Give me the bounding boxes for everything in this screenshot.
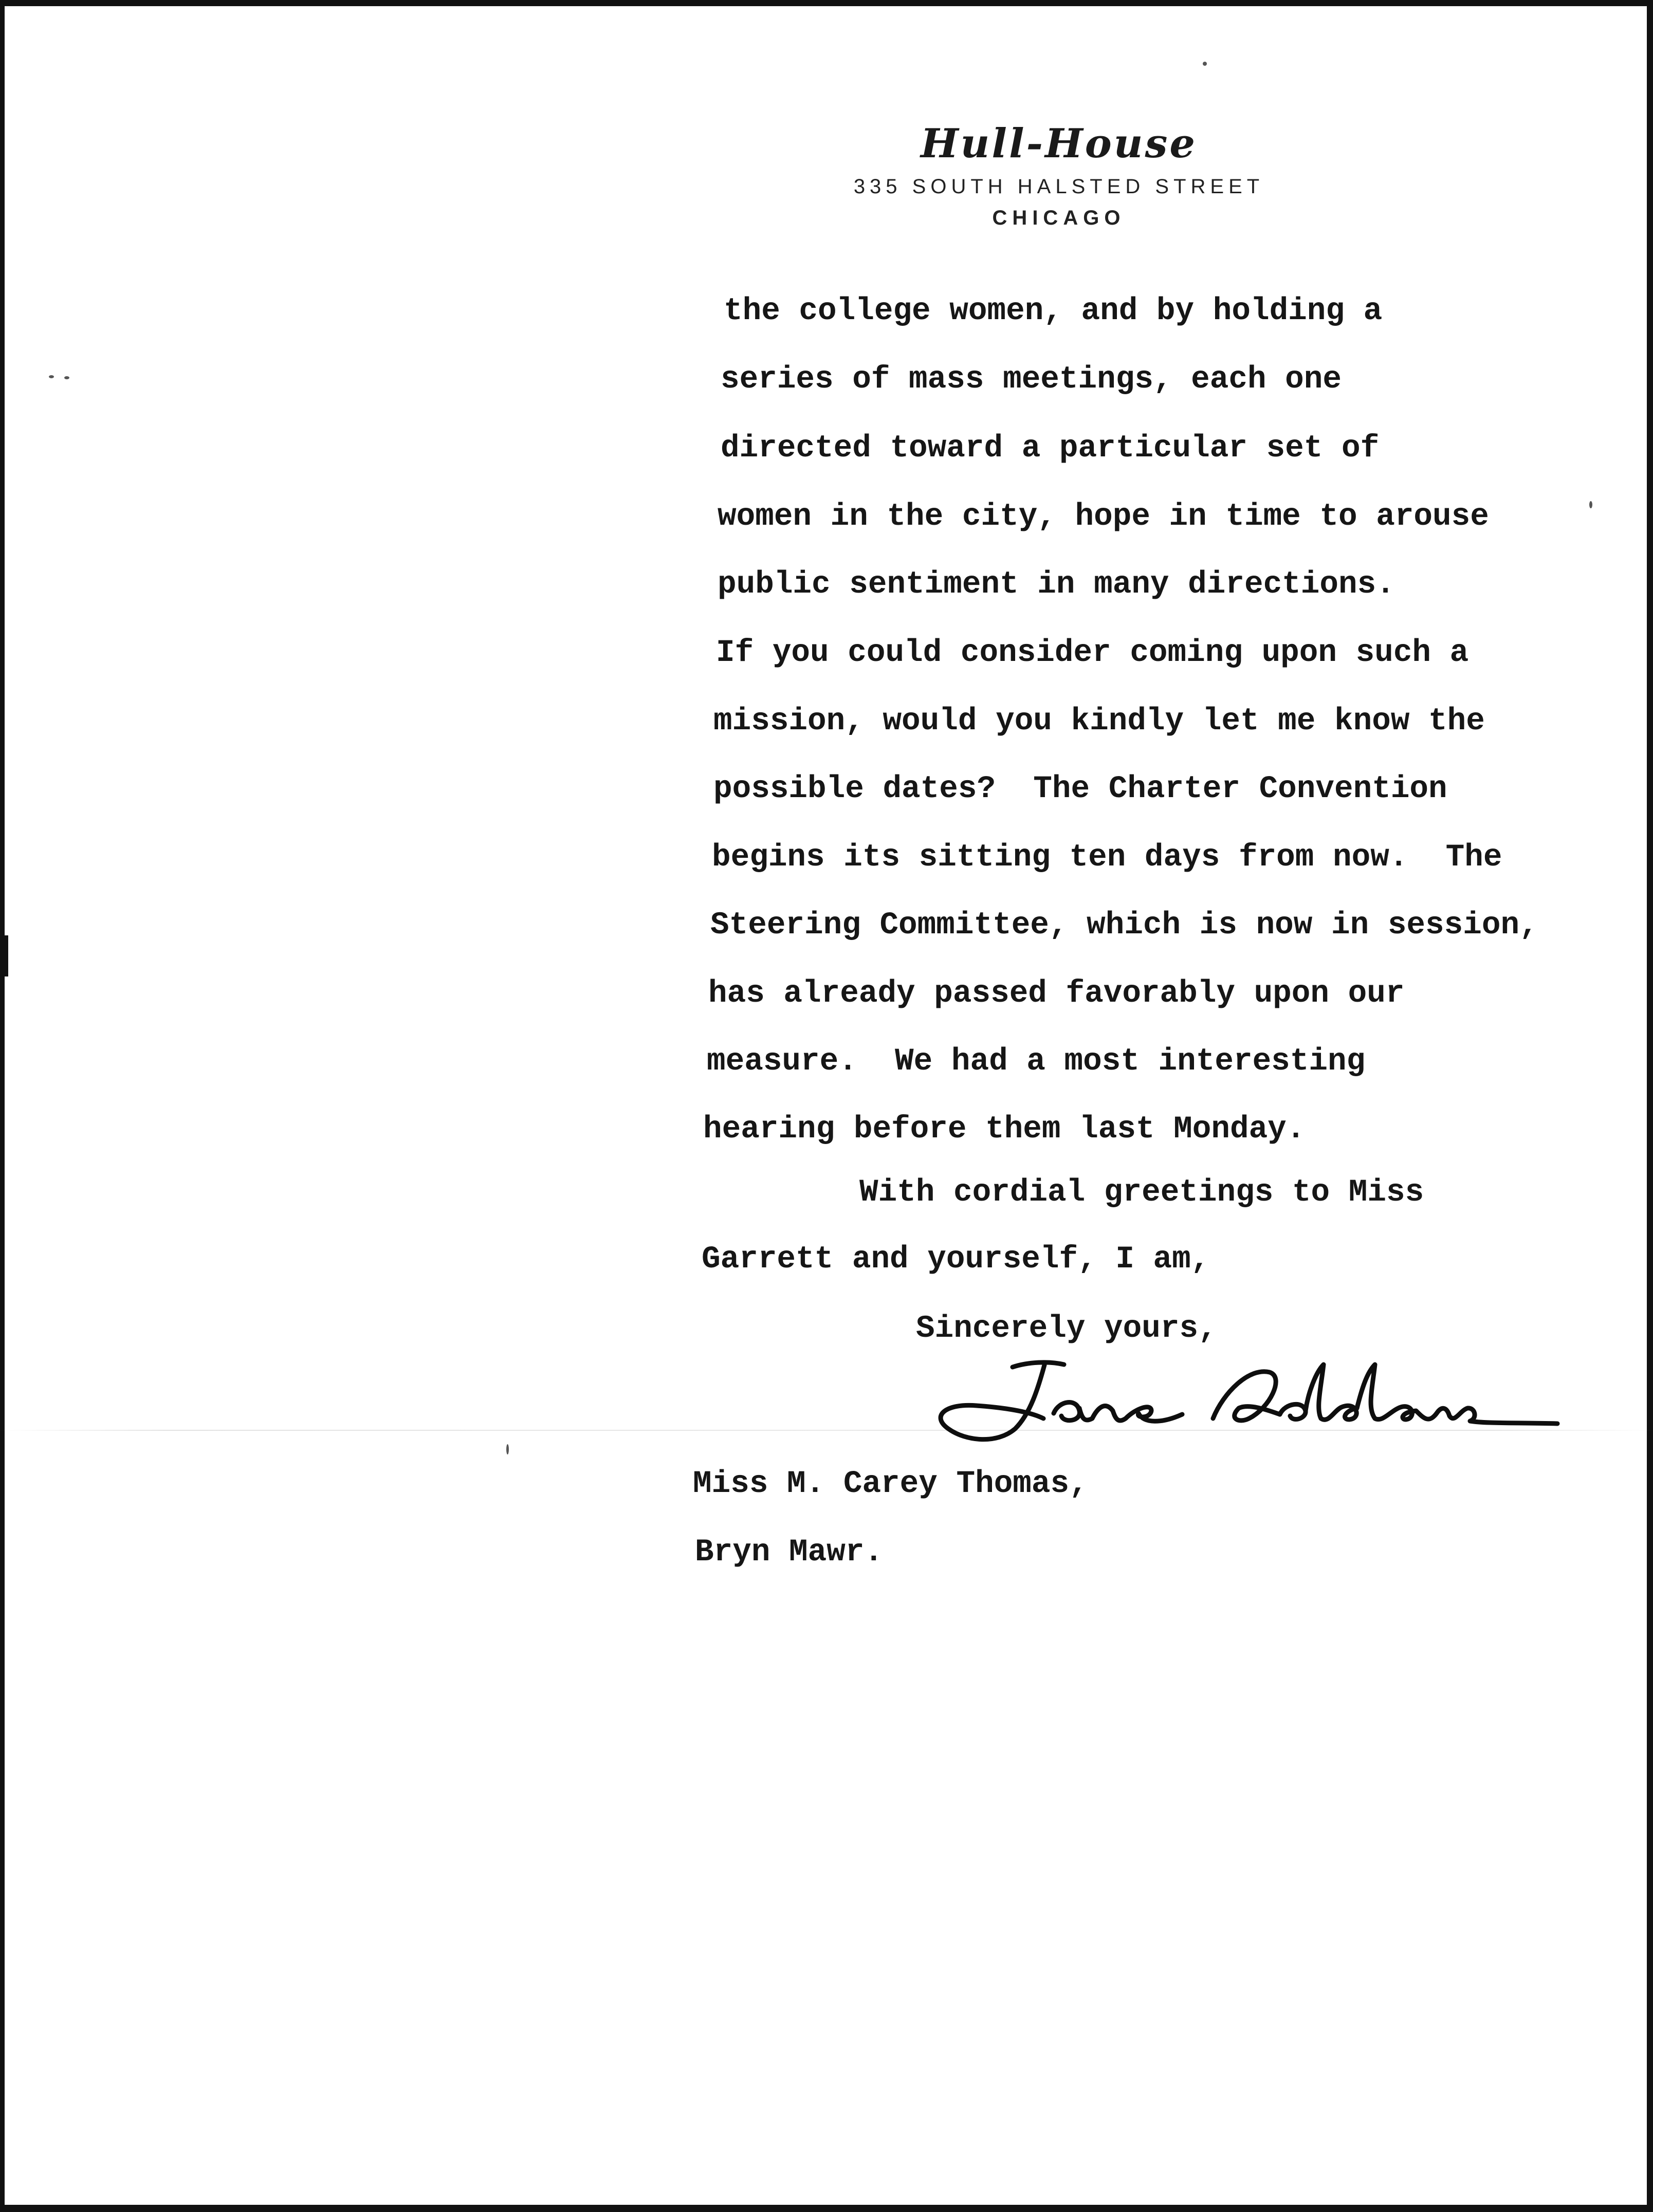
body-line: public sentiment in many directions. bbox=[718, 567, 1395, 602]
letterhead bbox=[802, 121, 1316, 230]
closing-greeting-line2: Garrett and yourself, I am, bbox=[702, 1242, 1210, 1277]
handwritten-signature bbox=[910, 1347, 1568, 1449]
recipient-name: Miss M. Carey Thomas, bbox=[693, 1466, 1088, 1502]
body-line: If you could consider coming upon such a bbox=[716, 635, 1469, 671]
body-line: series of mass meetings, each one bbox=[721, 362, 1342, 397]
scan-edge-left bbox=[0, 0, 5, 2212]
closing-greeting-line1: With cordial greetings to Miss bbox=[859, 1175, 1424, 1210]
body-line: directed toward a particular set of bbox=[721, 431, 1380, 466]
body-line: mission, would you kindly let me know the bbox=[713, 704, 1485, 739]
scan-edge-top bbox=[0, 0, 1653, 6]
body-line: begins its sitting ten days from now. The bbox=[712, 840, 1502, 875]
body-line: possible dates? The Charter Convention bbox=[713, 771, 1447, 807]
scan-speck bbox=[506, 1444, 509, 1454]
letterhead-city: CHICAGO bbox=[992, 207, 1126, 229]
scan-speck bbox=[64, 376, 69, 379]
body-line: Steering Committee, which is now in session, bbox=[710, 908, 1538, 943]
scan-speck bbox=[49, 375, 54, 378]
scan-speck bbox=[1589, 501, 1592, 508]
body-line: the college women, and by holding a bbox=[724, 293, 1383, 329]
scan-edge-right bbox=[1647, 0, 1653, 2212]
scan-edge-notch bbox=[0, 935, 8, 976]
letterhead-street: 335 SOUTH HALSTED STREET bbox=[853, 175, 1264, 198]
closing-valediction: Sincerely yours, bbox=[916, 1311, 1217, 1347]
scan-edge-bottom bbox=[0, 2205, 1653, 2212]
recipient-place: Bryn Mawr. bbox=[695, 1535, 884, 1570]
body-line: measure. We had a most interesting bbox=[707, 1044, 1366, 1079]
body-line: women in the city, hope in time to arouse bbox=[718, 499, 1489, 534]
body-line: hearing before them last Monday. bbox=[703, 1112, 1306, 1147]
letterhead-name: Hull-House bbox=[920, 120, 1197, 167]
scan-speck bbox=[1203, 62, 1207, 66]
body-line: has already passed favorably upon our bbox=[708, 976, 1405, 1011]
